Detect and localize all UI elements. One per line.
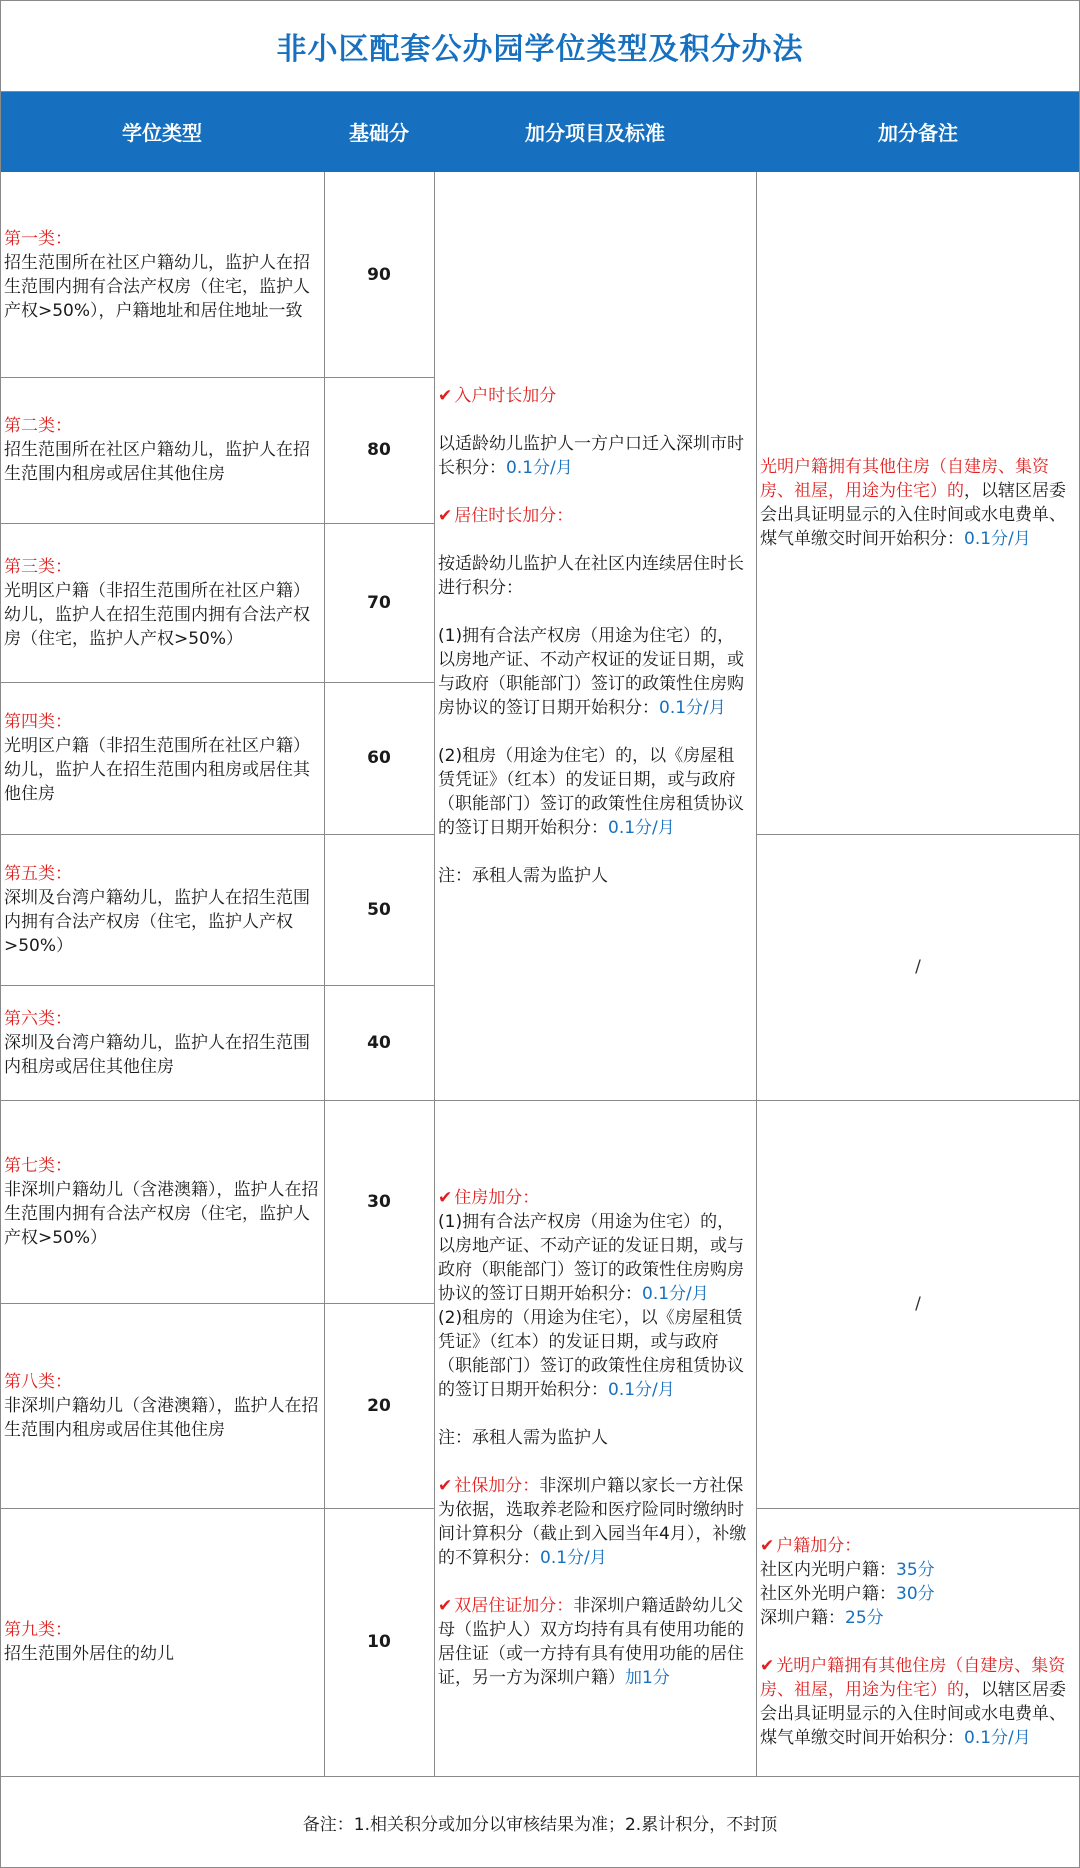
bonus-rate: 0.1分/月 (659, 698, 726, 718)
row-type-7 (0, 1100, 324, 1303)
bonus-text: 非深圳户籍以家长一方社保为依据，选取养老险和医疗险同时缴纳时间计算积分（截止到入园当年4月），补缴的不算积分： (438, 1476, 747, 1568)
bonus-text: 非深圳户籍适龄幼儿父母（监护人）双方均持有具有使用功能的居住证（或一方持有具有使用功能的居住证，另一方为深圳户籍） (438, 1596, 744, 1688)
row-category: 第一类： (4, 228, 72, 249)
bonus-note: 注：承租人需为监护人 (438, 1428, 608, 1448)
row-score-1: 90 (367, 264, 391, 285)
row-description: 招生范围外居住的幼儿 (4, 1644, 174, 1664)
bonus-section-housing (434, 1100, 756, 1776)
row-description: 非深圳户籍幼儿（含港澳籍），监护人在招生范围内租房或居住其他住房 (4, 1395, 319, 1440)
bonus-heading: 双居住证加分： (454, 1596, 574, 1616)
row-score-3: 70 (367, 592, 391, 613)
row-description: 招生范围所在社区户籍幼儿，监护人在招生范围内租房或居住其他住房 (4, 440, 310, 484)
row-description: 光明区户籍（非招生范围所在社区户籍）幼儿，监护人在招生范围内拥有合法产权房（住宅，监护人产权>50%） (4, 580, 310, 649)
row-score-6: 40 (367, 1032, 391, 1053)
row-category: 第八类： (4, 1371, 72, 1392)
bonus-rate: 0.1分/月 (506, 458, 573, 478)
bonus-text: 以适龄幼儿监护人一方户口迁入深圳市时长积分： (438, 434, 744, 478)
bonus-heading: 社保加分： (454, 1476, 540, 1496)
bonus-heading: 入户时长加分 (454, 386, 557, 406)
page-title: 非小区配套公办园学位类型及积分办法 (276, 31, 804, 67)
row-description: 非深圳户籍幼儿（含港澳籍），监护人在招生范围内拥有合法产权房（住宅，监护人产权>50%） (4, 1179, 319, 1248)
remark-empty: / (915, 957, 921, 977)
check-icon: ✔ (438, 1188, 453, 1208)
header-bonus: 加分项目及标准 (434, 91, 756, 172)
check-icon: ✔ (760, 1536, 775, 1556)
row-description: 深圳及台湾户籍幼儿，监护人在招生范围内租房或居住其他住房 (4, 1032, 310, 1077)
check-icon: ✔ (438, 1476, 453, 1496)
check-icon: ✔ (760, 1656, 775, 1676)
row-score-8: 20 (367, 1395, 391, 1416)
bonus-rate: 0.1分/月 (608, 818, 675, 838)
bonus-rate: 0.1分/月 (642, 1284, 709, 1304)
check-icon: ✔ (438, 1596, 453, 1616)
footer-note: 备注：1.相关积分或加分以审核结果为准；2.累计积分，不封顶 (302, 1814, 778, 1835)
row-category: 第四类： (4, 712, 72, 732)
check-icon: ✔ (438, 386, 453, 406)
bonus-plus: 加1分 (625, 1668, 670, 1688)
bonus-text: 按适龄幼儿监护人在社区内连续居住时长进行积分： (438, 554, 744, 598)
remark-highlight: 光明户籍拥有其他住房（自建房、集资房、祖屋，用途为住宅）的 (760, 457, 1049, 501)
remark-label: 社区内光明户籍： (760, 1560, 896, 1580)
remark-value: 30分 (896, 1584, 935, 1604)
header-base-score: 基础分 (324, 91, 434, 172)
bonus-text: (1)拥有合法产权房（用途为住宅）的，以房地产证、不动产证的发证日期，或与政府（职能部门）签订的政策性住房购房协议的签订日期开始积分： (438, 1212, 744, 1304)
row-score-2: 80 (367, 440, 391, 460)
remark-text: ，以辖区居委会出具证明显示的入住时间或水电费单、煤气单缴交时间开始积分： (760, 1680, 1066, 1748)
row-description: 光明区户籍（非招生范围所在社区户籍）幼儿，监护人在招生范围内租房或居住其他住房 (4, 736, 310, 804)
remark-rate: 0.1分/月 (964, 529, 1031, 549)
bonus-note: 注：承租人需为监护人 (438, 866, 608, 886)
remark-text: ，以辖区居委会出具证明显示的入住时间或水电费单、煤气单缴交时间开始积分： (760, 481, 1066, 549)
bonus-heading: 居住时长加分： (454, 506, 574, 526)
row-type-3 (0, 523, 324, 682)
remark-empty: / (915, 1294, 921, 1314)
bonus-text: (2)租房（用途为住宅）的，以《房屋租赁凭证》（红本）的发证日期，或与政府（职能部门）签订的政策性住房租赁协议的签订日期开始积分： (438, 746, 744, 838)
row-category: 第七类： (4, 1155, 72, 1176)
bonus-text: (2)租房的（用途为住宅），以《房屋租赁凭证》（红本）的发证日期，或与政府（职能部门）签订的政策性住房租赁协议的签订日期开始积分： (438, 1308, 744, 1400)
remark-housing-local (756, 172, 1080, 834)
row-category: 第六类： (4, 1008, 72, 1029)
row-type-4 (0, 682, 324, 834)
remark-highlight: 光明户籍拥有其他住房（自建房、集资房、祖屋，用途为住宅）的 (760, 1656, 1066, 1700)
remark-label: 社区外光明户籍： (760, 1584, 896, 1604)
remark-household-bonus (756, 1508, 1080, 1776)
row-score-7: 30 (367, 1191, 391, 1212)
row-description: 深圳及台湾户籍幼儿，监护人在招生范围内拥有合法产权房（住宅，监护人产权>50%） (4, 887, 310, 956)
row-description: 招生范围所在社区户籍幼儿，监护人在招生范围内拥有合法产权房（住宅，监护人产权>50%），户籍地址和居住地址一致 (4, 252, 310, 321)
row-score-5: 50 (367, 899, 391, 920)
bonus-rate: 0.1分/月 (540, 1548, 607, 1568)
remark-value: 35分 (896, 1560, 935, 1580)
bonus-text: (1)拥有合法产权房（用途为住宅）的，以房地产证、不动产权证的发证日期，或与政府（职能部门）签订的政策性住房购房协议的签订日期开始积分： (438, 626, 744, 718)
row-type-2 (0, 377, 324, 523)
row-score-4: 60 (367, 748, 391, 768)
row-type-1 (0, 172, 324, 377)
row-category: 第五类： (4, 863, 72, 884)
grid-line (0, 91, 1080, 92)
header-type: 学位类型 (0, 91, 324, 172)
header-remark: 加分备注 (756, 91, 1080, 172)
row-type-9 (0, 1508, 324, 1776)
row-category: 第九类： (4, 1620, 72, 1640)
bonus-section-residency (434, 172, 756, 1100)
row-category: 第三类： (4, 556, 72, 577)
remark-rate: 0.1分/月 (964, 1728, 1031, 1748)
grid-line (0, 0, 1080, 1)
row-type-8 (0, 1303, 324, 1508)
check-icon: ✔ (438, 506, 453, 526)
row-score-9: 10 (367, 1632, 391, 1652)
row-type-6 (0, 985, 324, 1100)
row-type-5 (0, 834, 324, 985)
bonus-heading: 住房加分： (454, 1188, 540, 1208)
bonus-rate: 0.1分/月 (608, 1380, 675, 1400)
remark-label: 深圳户籍： (760, 1608, 845, 1628)
remark-value: 25分 (845, 1608, 884, 1628)
row-category: 第二类： (4, 416, 72, 436)
remark-heading: 户籍加分： (776, 1536, 862, 1556)
